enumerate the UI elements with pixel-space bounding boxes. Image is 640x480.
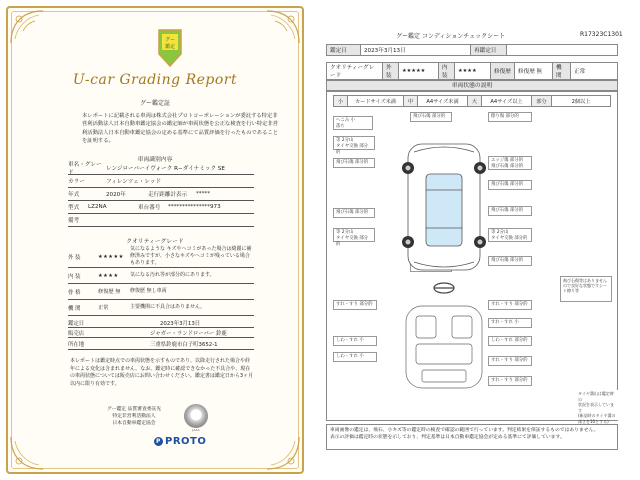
seat-callout: しわ・すれ 部分的 [488, 336, 532, 346]
date-row: 鑑定日 2023年3月13日 [68, 318, 254, 328]
quality-row-frame: 骨 格 修復歴 無 修復歴 無し車両 [68, 284, 254, 300]
svg-text:鑑定: 鑑定 [164, 44, 176, 50]
car-top-view-diagram [392, 138, 496, 394]
damage-callout: 飛び石傷 部分的 [333, 158, 375, 168]
seat-callout: すれ・すり 部分的 [488, 376, 532, 386]
sheet-date: 2023年3月13日 [361, 45, 471, 56]
sheet-quality-table: クオリティーグレード 外装 ★★★★★ 内装 ★★★★ 修復歴 修復歴 無 機関 正常 [326, 62, 618, 80]
ornament-icon [265, 9, 301, 45]
vehicle-section-title: 車両識別内容 [137, 157, 173, 163]
sheet-engine: 正常 [571, 63, 618, 80]
sheet-id: R17323C1301 [580, 31, 623, 38]
ornament-icon [265, 435, 301, 471]
ornament-icon [9, 435, 45, 471]
vehicle-color: フィレンツェ・レッド [106, 179, 162, 185]
table-row: 車名・グレード レンジローバーイヴォーク R−ダイナミック SE [68, 162, 254, 175]
seat-callout: しわ・すれ 小 [333, 352, 377, 362]
proto-logo: P PROTO [154, 436, 206, 447]
jaaa-seal-icon [184, 404, 208, 428]
quality-row-exterior: 外 装 ★★★★★ 気になるような キズやヘコミがあった場合は綺麗に補修済みですが、小さなキズやヘコミが残っている場合もあります。 [68, 246, 254, 268]
damage-callout: 等 2分山 タイヤ交換 部分的 [333, 228, 375, 242]
sheet-exterior-stars: ★★★★★ [399, 63, 439, 80]
certificate-intro: 本レポートに記載される車両は株式会社プロトコーポレーションが委託する特定非営利活動法人日本自動車鑑定協会の鑑定師が車両状態を公正な検査を行い特定非営利活動法人日本自動車鑑定協会の定める基準にて品質評価を行ったものであることを証明する。 [82, 113, 278, 144]
proto-mark-icon: P [154, 437, 163, 446]
sheet-date-table: 鑑定日 2023年3月13日 再鑑定日 [326, 44, 618, 56]
seat-callout: すれ・すり 部分的 [333, 300, 377, 310]
steering-note: 飛び石傷等はありませんので良好な状態ですシート擦り等 [560, 276, 612, 302]
damage-callout: 擦り傷 部分的 [488, 112, 532, 122]
svg-text:グー: グー [164, 37, 176, 43]
vehicle-table [68, 162, 254, 227]
seat-callout: すれ・すり 部分的 [488, 300, 532, 310]
certificate-footnote: 本レポートは鑑定時点での車両状態を示すものであり、以降走行された場合や経年による変化は含まれません。なお、鑑定時に確認できなかった不具合や、現在の車両状態については販売店にお問い合わせください。鑑定書は鑑定日から3ヶ月以内に限り有効です。 [70, 358, 254, 387]
damage-callout: 飛び石傷 部分的 [488, 180, 532, 190]
damage-callout: 等 2分山 タイヤ交換 部分的 [488, 228, 532, 242]
damage-callout: 飛び石傷 部分的 [488, 206, 532, 216]
damage-callout: エッジ傷 部分的 飛び石傷 部分的 [488, 156, 532, 170]
ornament-icon [9, 9, 45, 45]
damage-callout: 飛び石傷 部分的 [410, 112, 452, 122]
quality-row-engine: 機 関 正常 主要機関に不具合はありません。 [68, 300, 254, 316]
seat-callout: しわ・すれ 小 [333, 336, 377, 346]
table-row: 年式 2020年 走行距離計表示 ***** [68, 188, 254, 201]
quality-row-interior: 内 装 ★★★★ 気になる汚れ等が部分的にあります。 [68, 268, 254, 284]
sheet-repair: 修復歴 無 [515, 63, 553, 80]
dealer-address: 三重県鈴鹿市白子町3652-1 [150, 341, 218, 348]
certificate-title: U-car Grading Report [72, 72, 238, 88]
recheck-date [507, 45, 618, 56]
jaaa-label: JAAA [192, 428, 200, 432]
dealer-name: ジャガー・ランドローバー 鈴鹿 [150, 330, 227, 337]
grading-certificate [6, 6, 304, 474]
table-row: カラー フィレンツェ・レッド [68, 175, 254, 188]
sheet-interior-stars: ★★★★ [455, 63, 491, 80]
damage-callout: 等 2分山 タイヤ交換 部分的 [333, 136, 375, 150]
tire-note: タイヤ溝山は鑑定時の 状況を表示しています (新品時のタイヤ溝の 深さを10とする) [576, 390, 618, 420]
organization-name: グー鑑定 品質審査委託先 特定非営利活動法人 日本自動車鑑定協会 [106, 407, 162, 426]
size-legend: 小 カードサイズ未満 中 A4サイズ未満 大 A4サイズ以上 部分 2個以上 [333, 95, 611, 107]
dealer-row: 販売店 ジャガー・ランドローバー 鈴鹿 [68, 328, 254, 338]
condition-header: 車両状態の説明 [326, 80, 618, 91]
damage-callout: 飛び石傷 部分的 [488, 256, 532, 266]
seat-callout: すれ・すれ 小 [488, 318, 532, 328]
sheet-bottom-note: 車両画像の鑑定は、飛石、小キズ等の鑑定時の検査で確認の範囲で行っています。判定結果を保証するものではありません。 表示の評価は鑑定時の状態を示しており、判定基準は日本自動車鑑定協会が定める基準にて評価しています。 [326, 424, 618, 450]
sheet-title: グー鑑定 コンディションチェックシート [396, 33, 506, 40]
seat-callout: すれ・すり 部分的 [488, 356, 532, 366]
vehicle-year: 2020年 [106, 192, 126, 198]
certificate-subtitle: グー鑑定証 [139, 100, 170, 107]
goo-kantei-badge-icon [156, 28, 184, 68]
address-row: 所在地 三重県鈴鹿市白子町3652-1 [68, 338, 254, 350]
damage-callout: 飛び石傷 部分的 [333, 208, 375, 218]
table-row: 型式 LZ2NA 車台番号 ***************973 [68, 201, 254, 214]
table-row: 備考 [68, 214, 254, 227]
damage-callout: へこみ 小 落ち [333, 116, 373, 130]
vehicle-model: LZ2NA [88, 204, 107, 210]
vehicle-grade: レンジローバーイヴォーク R−ダイナミック SE [106, 166, 225, 172]
vehicle-chassis: ***************973 [168, 204, 221, 210]
quality-section-title: クオリティーグレード [126, 239, 184, 245]
inspection-date: 2023年3月13日 [160, 320, 201, 327]
vehicle-mileage: ***** [196, 191, 210, 197]
